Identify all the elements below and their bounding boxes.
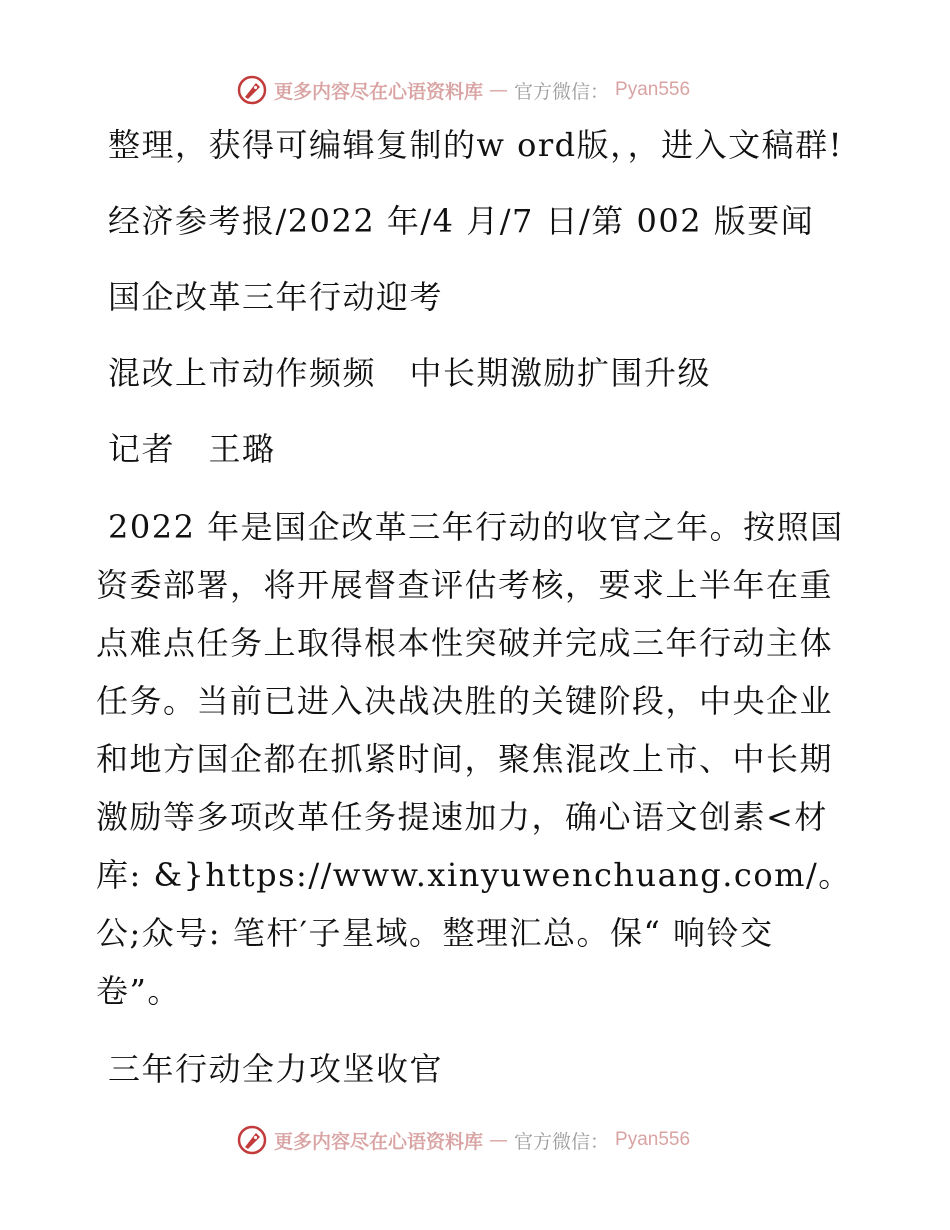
- watermark-official-label: 官方微信：: [514, 1130, 610, 1153]
- byline: 记者 王璐: [108, 430, 276, 468]
- document-body: [96, 118, 856, 1096]
- watermark-brand-text: 更多内容尽在心语资料库: [274, 80, 484, 103]
- watermark-wechat-id: Pyan556: [615, 1129, 691, 1150]
- pen-nib-circle-icon: [236, 74, 268, 106]
- headline: 国企改革三年行动迎考: [108, 278, 444, 316]
- watermark-dash: —: [489, 1129, 509, 1151]
- header-watermark: [236, 72, 690, 108]
- footer-watermark: [236, 1122, 690, 1158]
- intro-paragraph: 整理，获得可编辑复制的w ord版，，进入文稿群!: [108, 126, 843, 164]
- watermark-wechat-id: Pyan556: [615, 79, 691, 100]
- source-line: 经济参考报/2022 年/4 月/7 日/第 002 版要闻: [108, 202, 815, 240]
- pen-nib-circle-icon: [236, 1124, 268, 1156]
- body-paragraph: 2022 年是国企改革三年行动的收官之年。按照国资委部署，将开展督查评估考核，要求上半年在重点难点任务上取得根本性突破并完成三年行动主体任务。当前已进入决战决胜的关键阶段，中央企业和地方国企都在抓紧时间，聚焦混改上市、中长期激励等多项改革任务提速加力，确心语文创素<材库: &}https://www.xinyuwenchuang.com/。公;众号: 笔杆′子星域。整理汇总。保“ 响铃交卷”。: [96, 508, 852, 1010]
- watermark-brand-text: 更多内容尽在心语资料库: [274, 1130, 484, 1153]
- watermark-dash: —: [489, 79, 509, 101]
- section-heading: 三年行动全力攻坚收官: [108, 1050, 444, 1088]
- watermark-official-label: 官方微信：: [514, 80, 610, 103]
- subheadline: 混改上市动作频频 中长期激励扩围升级: [108, 354, 712, 392]
